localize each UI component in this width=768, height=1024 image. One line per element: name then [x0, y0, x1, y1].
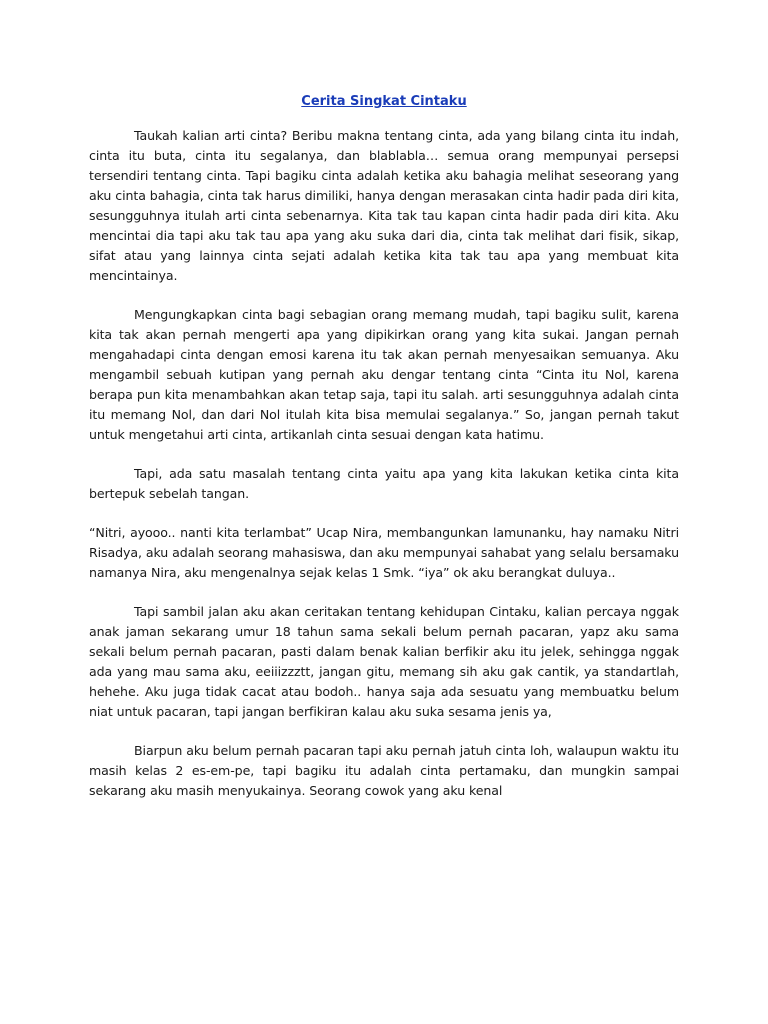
document-page	[89, 92, 679, 820]
paragraph-4: “Nitri, ayooo.. nanti kita terlambat” Ucap Nira, membangunkan lamunanku, hay namaku Nitri Risadya, aku adalah seorang mahasiswa, dan aku mempunyai sahabat yang selalu bersamaku namanya Nira, aku mengenalnya sejak kelas 1 Smk. “iya” ok aku berangkat duluya..	[89, 525, 679, 580]
paragraph-5: Tapi sambil jalan aku akan ceritakan tentang kehidupan Cintaku, kalian percaya nggak anak jaman sekarang umur 18 tahun sama sekali belum pernah pacaran, yapz aku sama sekali belum pernah pacaran, pasti dalam benak kalian berfikir aku itu jelek, sehingga nggak ada yang mau sama aku, eeiiizzztt, jangan gitu, memang sih aku gak cantik, ya standartlah, hehehe. Aku juga tidak cacat atau bodoh.. hanya saja ada sesuatu yang membuatku belum niat untuk pacaran, tapi jangan berfikiran kalau aku suka sesama jenis ya,	[89, 604, 679, 719]
paragraph-1: Taukah kalian arti cinta? Beribu makna tentang cinta, ada yang bilang cinta itu indah, cinta itu buta, cinta itu segalanya, dan blablabla… semua orang mempunyai persepsi tersendiri tentang cinta. Tapi bagiku cinta adalah ketika aku bahagia melihat seseorang yang aku cinta bahagia, cinta tak harus dimiliki, hanya dengan merasakan cinta hadir pada diri kita, sesungguhnya itulah arti cinta sebenarnya. Kita tak tau kapan cinta hadir pada diri kita. Aku mencintai dia tapi aku tak tau apa yang aku suka dari dia, cinta tak melihat dari fisik, sikap, sifat atau yang lainnya cinta sejati adalah ketika kita tak tau apa yang membuat kita mencintainya.	[89, 128, 679, 283]
paragraph-6: Biarpun aku belum pernah pacaran tapi aku pernah jatuh cinta loh, walaupun waktu itu masih kelas 2 es-em-pe, tapi bagiku itu adalah cinta pertamaku, dan mungkin sampai sekarang aku masih menyukainya. Seorang cowok yang aku kenal	[89, 743, 679, 798]
title-link[interactable]: Cerita Singkat Cintaku	[301, 94, 467, 109]
paragraph-2: Mengungkapkan cinta bagi sebagian orang memang mudah, tapi bagiku sulit, karena kita tak akan pernah mengerti apa yang dipikirkan orang yang kita sukai. Jangan pernah mengahadapi cinta dengan emosi karena itu tak akan pernah menyesaikan semuanya. Aku mengambil sebuah kutipan yang pernah aku dengar tentang cinta “Cinta itu Nol, karena berapa pun kita menambahkan akan tetap saja, tapi itu salah. arti sesungguhnya adalah cinta itu memang Nol, dan dari Nol itulah kita bisa memulai segalanya.” So, jangan pernah takut untuk mengetahui arti cinta, artikanlah cinta sesuai dengan kata hatimu.	[89, 307, 679, 442]
paragraph-3: Tapi, ada satu masalah tentang cinta yaitu apa yang kita lakukan ketika cinta kita bertepuk sebelah tangan.	[89, 466, 679, 501]
document-title	[89, 92, 679, 112]
